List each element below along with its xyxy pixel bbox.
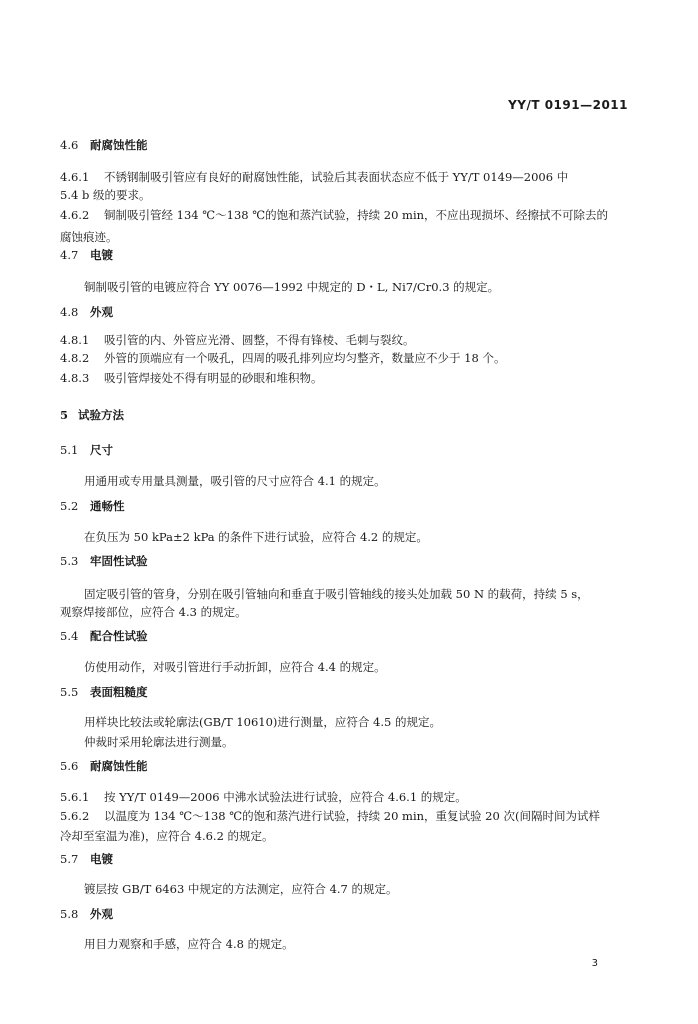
clause-4-6-2 [60,204,630,248]
chapter-number: 5 [60,408,69,422]
section-title: 牢固性试验 [90,554,148,568]
heading-5 [60,404,630,426]
paragraph-5-4: 仿使用动作，对吸引管进行手动折卸，应符合 4.4 的规定。 [84,660,386,674]
clause-text-cont: 冷却至室温为准)，应符合 4.6.2 的规定。 [60,829,274,843]
clause-number: 5.6.2 [60,809,90,823]
paragraph-5-5 [60,711,630,753]
section-title: 通畅性 [90,499,125,513]
paragraph-5-1: 用通用或专用量具测量，吸引管的尺寸应符合 4.1 的规定。 [84,474,386,488]
clause-number: 4.6.1 [60,170,90,184]
clause-text: 按 YY/T 0149—2006 中沸水试验法进行试验，应符合 4.6.1 的规定。 [104,790,467,804]
section-number: 4.8 [60,305,79,319]
paragraph-4-7: 铜制吸引管的电镀应符合 YY 0076—1992 中规定的 D・L, Ni7/Cr0.3 的规定。 [84,280,500,294]
section-number: 5.4 [60,629,79,643]
clause-text: 吸引管焊接处不得有明显的砂眼和堆积物。 [104,371,323,385]
paragraph-line: 用样块比较法或轮廓法(GB/T 10610)进行测量，应符合 4.5 的规定。 [84,715,441,729]
clause-4-8-3 [60,367,630,389]
heading-4-8 [60,301,630,323]
chapter-title: 试验方法 [78,408,124,422]
paragraph-5-7: 镀层按 GB/T 6463 中规定的方法测定，应符合 4.7 的规定。 [84,882,398,896]
clause-number: 4.8.3 [60,371,90,385]
heading-5-1 [60,439,630,461]
clause-4-8-2 [60,347,630,369]
section-title: 外观 [90,305,113,319]
heading-5-8 [60,903,630,925]
section-title: 尺寸 [90,443,113,457]
section-number: 5.1 [60,443,79,457]
heading-4-7 [60,244,630,266]
section-number: 5.6 [60,759,79,773]
clause-number: 5.6.1 [60,790,90,804]
paragraph-5-8: 用目力观察和手感，应符合 4.8 的规定。 [84,937,294,951]
section-title: 电镀 [90,248,113,262]
clause-text-cont: 5.4 b 级的要求。 [60,188,151,202]
clause-text: 铜制吸引管经 134 ℃～138 ℃的饱和蒸汽试验，持续 20 min，不应出现损坏、经擦拭不可除去的 [104,208,609,222]
section-title: 耐腐蚀性能 [90,138,148,152]
heading-5-5 [60,681,630,703]
clause-text-cont: 腐蚀痕迹。 [60,230,118,244]
section-number: 5.2 [60,499,79,513]
paragraph-line: 固定吸引管的管身，分别在吸引管轴向和垂直于吸引管轴线的接头处加载 50 N 的载荷，持续 5 s， [84,587,589,601]
clause-text: 吸引管的内、外管应光滑、圆整，不得有锋棱、毛刺与裂纹。 [104,333,415,347]
paragraph-line: 仲裁时采用轮廓法进行测量。 [84,735,234,749]
heading-5-4 [60,625,630,647]
section-title: 配合性试验 [90,629,148,643]
clause-text: 外管的顶端应有一个吸孔，四周的吸孔排列应均匀整齐，数量应不少于 18 个。 [104,351,506,365]
paragraph-line-cont: 观察焊接部位，应符合 4.3 的规定。 [60,605,247,619]
clause-number: 4.6.2 [60,208,90,222]
section-number: 5.5 [60,685,79,699]
section-number: 4.7 [60,248,79,262]
paragraph-5-2: 在负压为 50 kPa±2 kPa 的条件下进行试验，应符合 4.2 的规定。 [84,530,428,544]
clause-text: 不锈钢制吸引管应有良好的耐腐蚀性能，试验后其表面状态应不低于 YY/T 0149—2006 中 [104,170,569,184]
heading-4-6 [60,134,630,156]
section-title: 耐腐蚀性能 [90,759,148,773]
section-title: 表面粗糙度 [90,685,148,699]
section-title: 电镀 [90,852,113,866]
section-number: 4.6 [60,138,79,152]
section-number: 5.8 [60,907,79,921]
page-number: 3 [591,958,598,969]
standard-code-header: YY/T 0191—2011 [508,98,628,112]
section-title: 外观 [90,907,113,921]
heading-5-3 [60,550,630,572]
section-number: 5.3 [60,554,79,568]
clause-number: 4.8.1 [60,333,90,347]
clause-4-6-1 [60,166,630,206]
heading-5-2 [60,495,630,517]
clause-5-6-2 [60,805,630,847]
clause-number: 4.8.2 [60,351,90,365]
clause-text: 以温度为 134 ℃～138 ℃的饱和蒸汽进行试验，持续 20 min，重复试验 20 次(间隔时间为试样 [104,809,600,823]
paragraph-5-3 [60,583,630,623]
section-number: 5.7 [60,852,79,866]
heading-5-6 [60,755,630,777]
heading-5-7 [60,848,630,870]
